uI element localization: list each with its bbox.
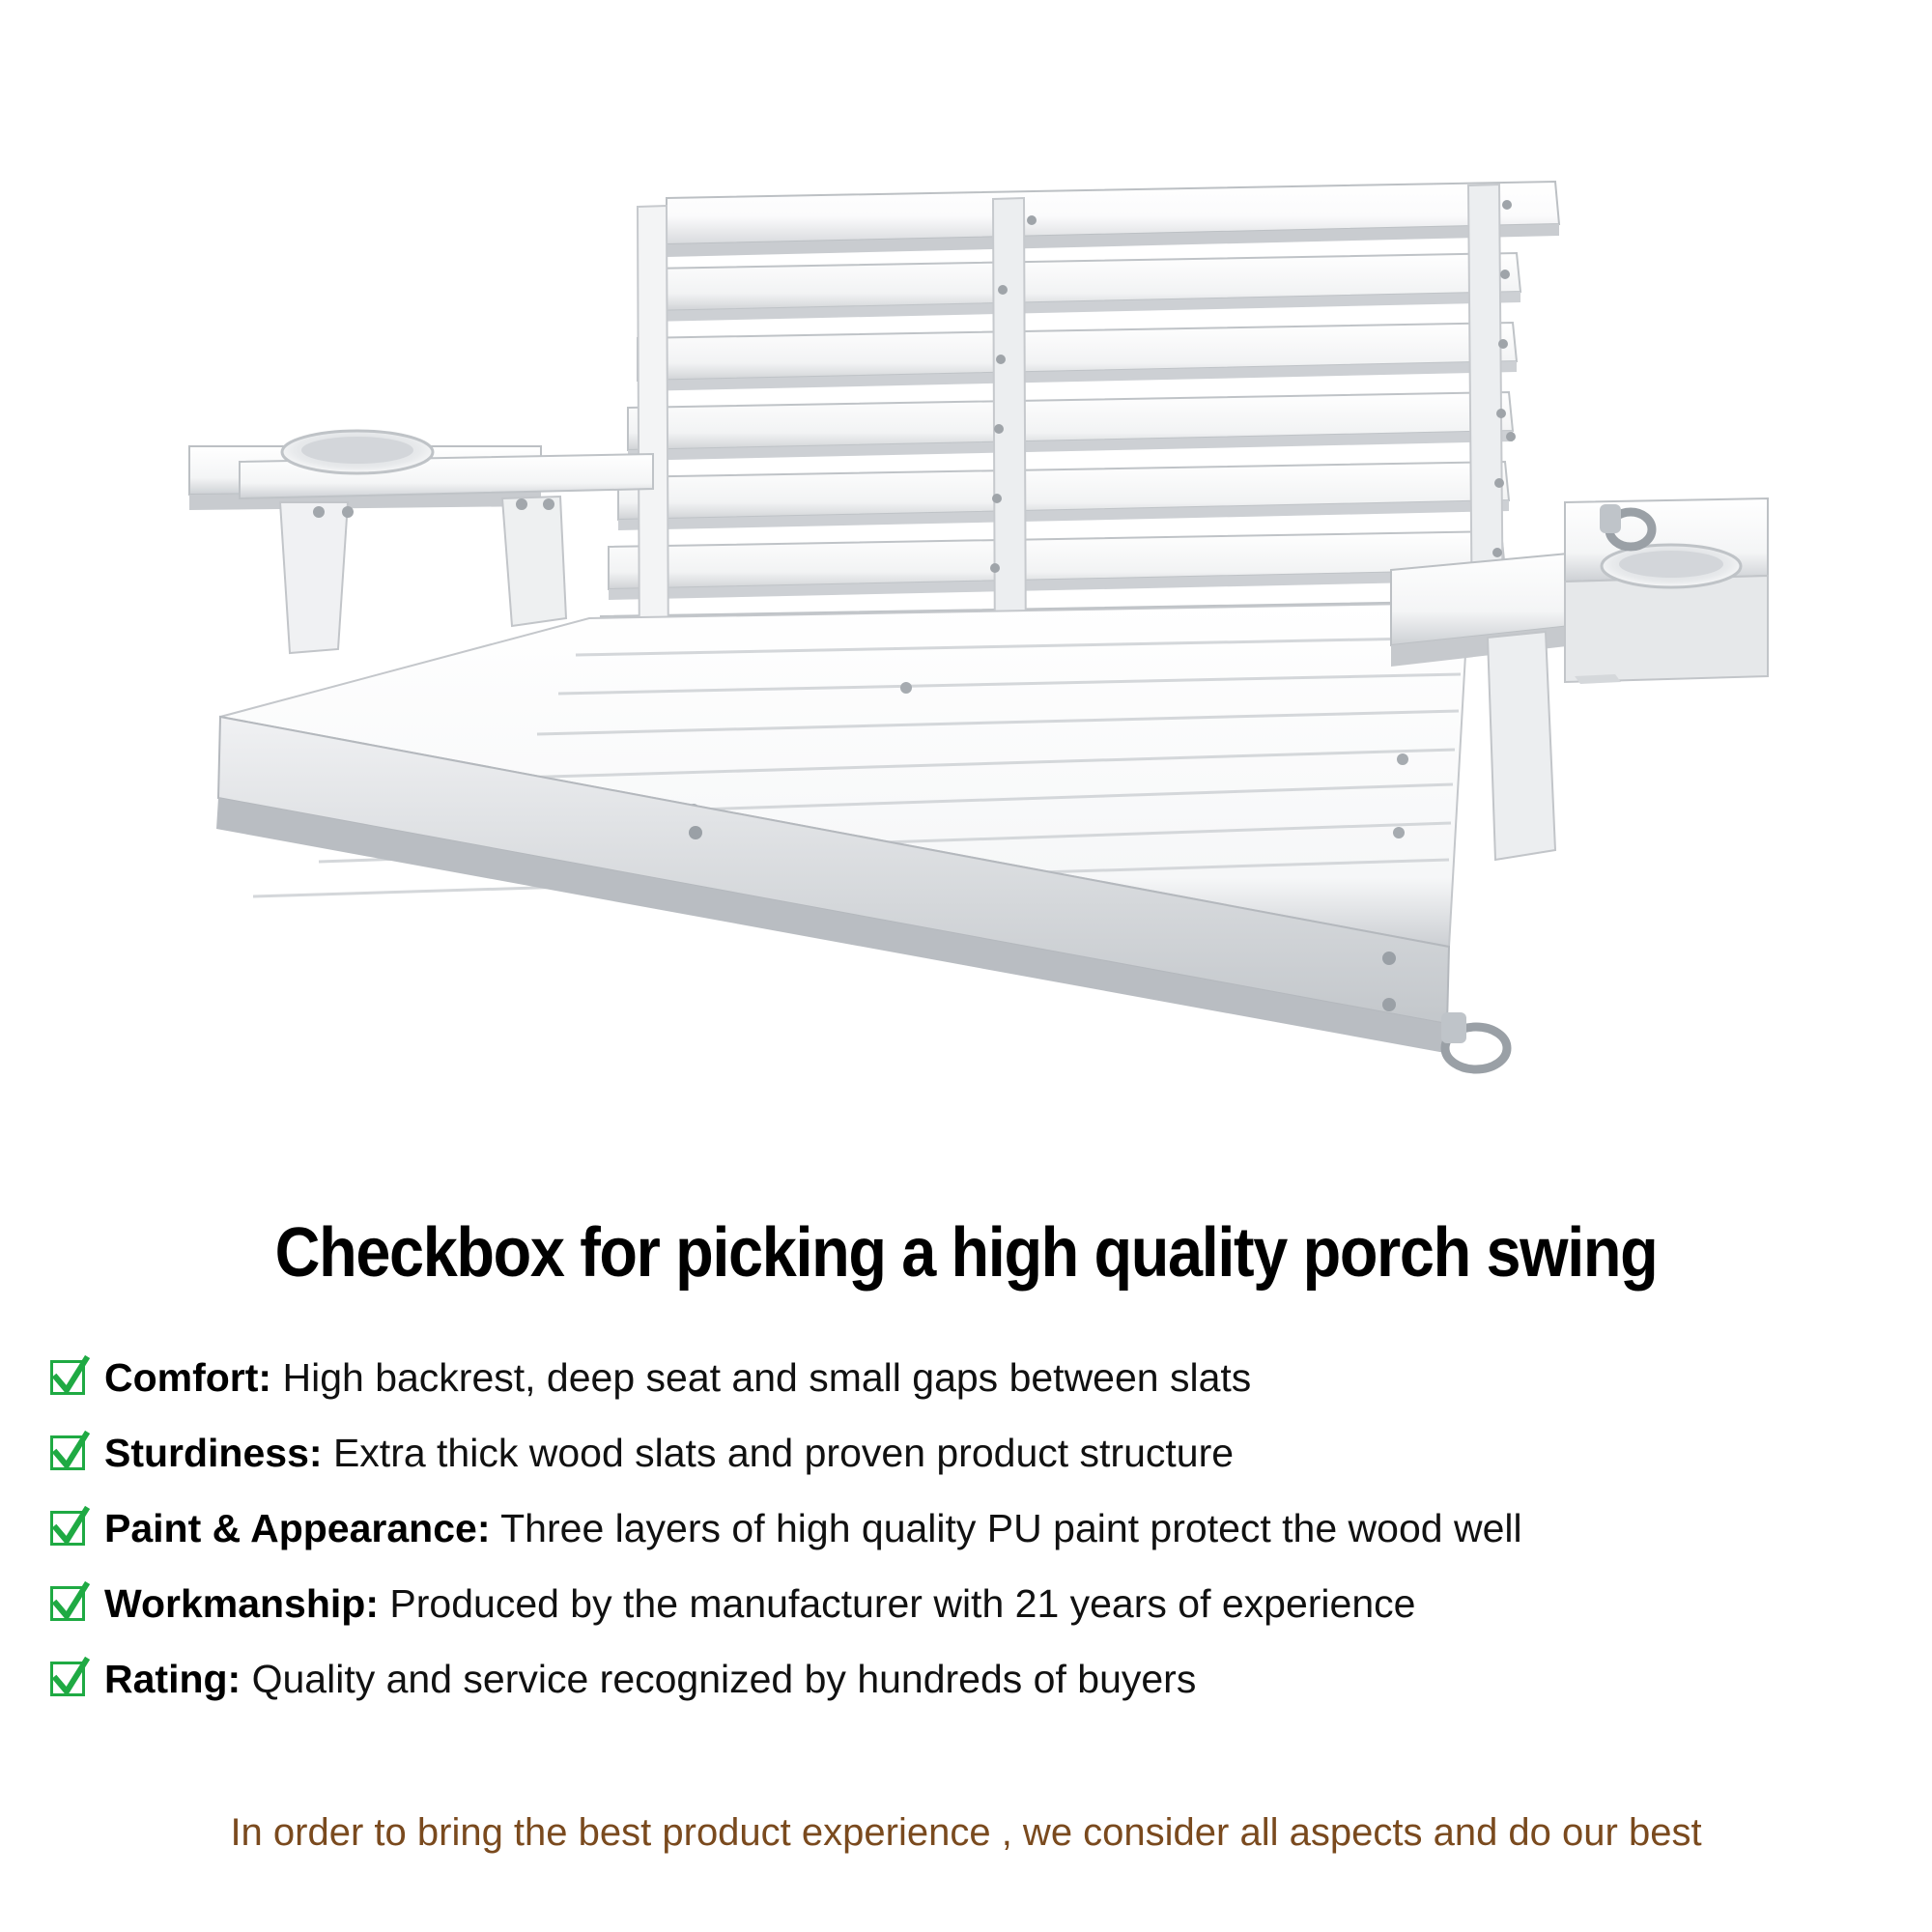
feature-text [104,1503,1522,1553]
checkbox-checked-icon [50,1586,85,1621]
checkbox-checked-icon [50,1511,85,1546]
checkbox-checked-icon [50,1435,85,1470]
list-item [50,1578,1886,1633]
list-item [50,1503,1886,1557]
feature-title: Paint & Appearance: [104,1506,491,1550]
footer-note: In order to bring the best product experience , we consider all aspects and do our best [230,1811,1702,1854]
feature-text [104,1352,1251,1403]
checkbox-checked-icon [50,1662,85,1696]
feature-text [104,1578,1415,1629]
list-item [50,1352,1886,1406]
page-title: Checkbox for picking a high quality porch swing [274,1214,1658,1292]
feature-title: Comfort: [104,1355,272,1400]
feature-body: High backrest, deep seat and small gaps between slats [282,1355,1252,1400]
feature-body: Extra thick wood slats and proven product structure [332,1431,1235,1475]
feature-title: Workmanship: [104,1581,379,1626]
feature-body: Quality and service recognized by hundreds of buyers [251,1657,1197,1701]
feature-list [50,1352,1886,1729]
checkbox-checked-icon [50,1360,85,1395]
feature-text [104,1654,1196,1704]
list-item [50,1428,1886,1482]
feature-body: Produced by the manufacturer with 21 years of experience [389,1581,1416,1626]
feature-title: Sturdiness: [104,1431,323,1475]
feature-title: Rating: [104,1657,242,1701]
feature-body: Three layers of high quality PU paint protect the wood well [500,1506,1522,1550]
feature-text [104,1428,1234,1478]
list-item [50,1654,1886,1708]
